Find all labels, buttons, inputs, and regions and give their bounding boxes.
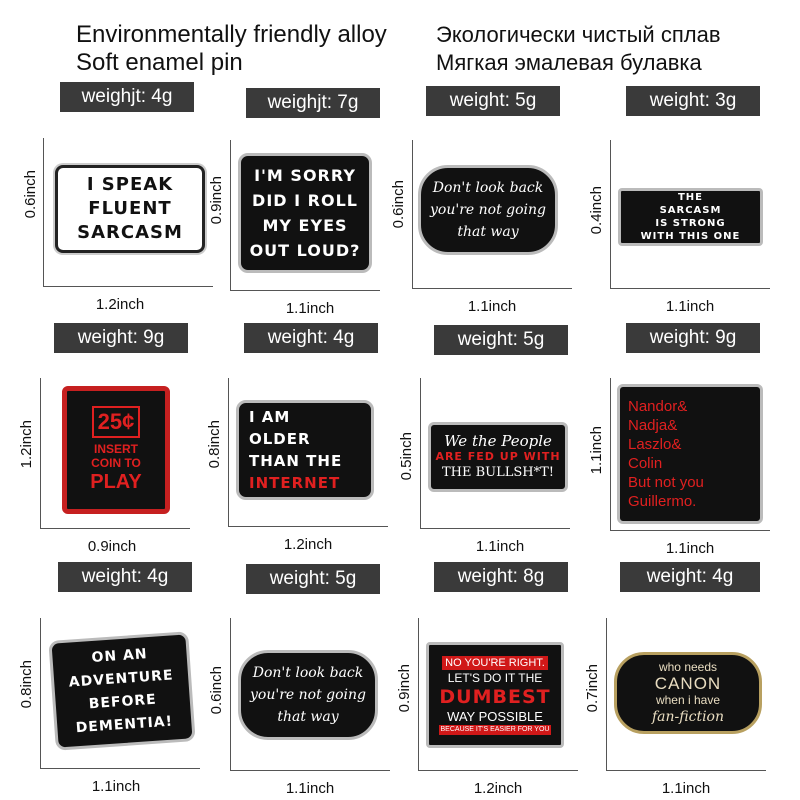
weight-badge: weight: 3g bbox=[626, 86, 760, 116]
pin-dumbest-way-possible bbox=[426, 642, 564, 748]
pin-text: OUT LOUD? bbox=[249, 241, 361, 260]
height-label: 0.6inch bbox=[208, 666, 225, 715]
pin-text: Nadja& bbox=[628, 417, 678, 434]
pin-text: SARCASM bbox=[659, 205, 722, 216]
pin-im-sorry-did-i-roll bbox=[238, 153, 372, 273]
pin-text: BECAUSE IT'S EASIER FOR YOU bbox=[440, 725, 550, 733]
height-dimension-line bbox=[230, 618, 231, 770]
pin-text: Colin bbox=[628, 455, 663, 472]
width-label: 1.1inch bbox=[475, 538, 525, 555]
header-ru-line2: Мягкая эмалевая булавка bbox=[436, 50, 702, 75]
pin-text: Don't look back bbox=[432, 180, 544, 196]
pin-text: WITH THIS ONE bbox=[640, 231, 741, 242]
pin-text: DUMBEST bbox=[439, 685, 551, 708]
pin-text: We the People bbox=[444, 432, 552, 450]
width-dimension-line bbox=[230, 770, 390, 771]
weight-badge: weight: 5g bbox=[246, 564, 380, 594]
pin-who-needs-canon bbox=[614, 652, 762, 734]
pin-dont-look-back bbox=[418, 165, 558, 255]
pin-adventure-before-dementia bbox=[48, 631, 195, 750]
pin-text: I SPEAK bbox=[86, 174, 174, 195]
pin-text: fan-fiction bbox=[651, 709, 724, 725]
pin-text: SARCASM bbox=[77, 222, 183, 243]
width-label: 1.1inch bbox=[665, 298, 715, 315]
pin-text: LET'S DO IT THE bbox=[447, 670, 543, 685]
pin-text: I'M SORRY bbox=[254, 166, 356, 185]
height-label: 0.9inch bbox=[396, 664, 413, 713]
pin-text: DID I ROLL bbox=[252, 191, 358, 210]
pin-text: when i have bbox=[655, 693, 721, 707]
pin-text: OLDER bbox=[249, 430, 311, 448]
header-en-line2: Soft enamel pin bbox=[76, 49, 243, 76]
pin-i-speak-fluent-sarcasm bbox=[55, 165, 205, 253]
pin-text: you're not going bbox=[250, 687, 366, 703]
pin-text: IS STRONG bbox=[655, 218, 726, 229]
height-label: 0.4inch bbox=[588, 186, 605, 235]
pin-text: ON AN bbox=[91, 646, 149, 667]
header-ru-line1: Экологически чистый сплав bbox=[436, 22, 721, 47]
pin-dont-look-back bbox=[238, 650, 378, 740]
weight-badge: weight: 5g bbox=[426, 86, 560, 116]
width-dimension-line bbox=[420, 528, 570, 529]
pin-text: INTERNET bbox=[249, 474, 341, 492]
pin-text: WAY POSSIBLE bbox=[447, 708, 543, 724]
height-dimension-line bbox=[610, 140, 611, 288]
pin-text: that way bbox=[457, 224, 519, 240]
pin-text: Nandor& bbox=[628, 398, 688, 415]
pin-text: MY EYES bbox=[262, 216, 348, 235]
pin-text: NO YOU'RE RIGHT. bbox=[442, 656, 548, 670]
height-dimension-line bbox=[606, 618, 607, 770]
width-dimension-line bbox=[40, 528, 190, 529]
pin-nandor-nadja-laszlo-colin bbox=[617, 384, 763, 524]
width-label: 1.1inch bbox=[285, 780, 335, 797]
height-dimension-line bbox=[40, 618, 41, 768]
pin-text: PLAY bbox=[90, 471, 142, 493]
pin-text: I AM bbox=[249, 408, 291, 426]
height-label: 0.5inch bbox=[398, 432, 415, 481]
height-label: 0.6inch bbox=[22, 170, 39, 219]
weight-badge: weight: 4g bbox=[244, 323, 378, 353]
width-label: 1.1inch bbox=[665, 540, 715, 557]
pin-text: But not you bbox=[628, 474, 704, 491]
pin-text: Laszlo& bbox=[628, 436, 682, 453]
height-label: 0.6inch bbox=[390, 180, 407, 229]
weight-badge: weighjt: 4g bbox=[60, 82, 194, 112]
weight-badge: weighjt: 7g bbox=[246, 88, 380, 118]
pin-text: who needs bbox=[658, 660, 718, 674]
height-dimension-line bbox=[412, 140, 413, 288]
width-label: 1.2inch bbox=[283, 536, 333, 553]
pin-text: FLUENT bbox=[88, 198, 172, 219]
width-label: 0.9inch bbox=[87, 538, 137, 555]
width-label: 1.2inch bbox=[473, 780, 523, 797]
height-label: 0.8inch bbox=[18, 660, 35, 709]
height-label: 0.8inch bbox=[206, 420, 223, 469]
width-label: 1.1inch bbox=[661, 780, 711, 797]
width-dimension-line bbox=[228, 526, 388, 527]
height-label: 1.2inch bbox=[18, 420, 35, 469]
pin-text: COIN TO bbox=[91, 456, 141, 470]
pin-text: THAN THE bbox=[249, 452, 343, 470]
pin-text: you're not going bbox=[430, 202, 546, 218]
pin-text: BEFORE bbox=[88, 691, 158, 713]
pin-text: CANON bbox=[654, 674, 722, 693]
pin-text: 25¢ bbox=[92, 406, 141, 438]
pin-text: Don't look back bbox=[252, 665, 364, 681]
height-label: 1.1inch bbox=[588, 426, 605, 475]
weight-badge: weight: 9g bbox=[626, 323, 760, 353]
height-dimension-line bbox=[610, 378, 611, 530]
width-label: 1.2inch bbox=[95, 296, 145, 313]
weight-badge: weight: 8g bbox=[434, 562, 568, 592]
height-label: 0.7inch bbox=[584, 664, 601, 713]
width-dimension-line bbox=[40, 768, 200, 769]
header-en-line1: Environmentally friendly alloy bbox=[76, 21, 387, 48]
width-dimension-line bbox=[230, 290, 380, 291]
height-dimension-line bbox=[43, 138, 44, 286]
height-dimension-line bbox=[420, 378, 421, 528]
height-dimension-line bbox=[418, 618, 419, 770]
pin-text: ADVENTURE bbox=[68, 667, 175, 691]
pin-text: INSERT bbox=[93, 442, 138, 456]
width-dimension-line bbox=[610, 288, 770, 289]
weight-badge: weight: 9g bbox=[54, 323, 188, 353]
pin-sarcasm-is-strong bbox=[618, 188, 763, 246]
pin-i-am-older-than-internet bbox=[236, 400, 374, 500]
height-dimension-line bbox=[40, 378, 41, 528]
pin-text: ARE FED UP WITH bbox=[435, 450, 561, 463]
pin-text: THE BULLSH*T! bbox=[441, 465, 555, 480]
width-label: 1.1inch bbox=[467, 298, 517, 315]
height-dimension-line bbox=[230, 140, 231, 290]
pin-text: that way bbox=[277, 709, 339, 725]
width-label: 1.1inch bbox=[91, 778, 141, 795]
pin-text: DEMENTIA! bbox=[75, 713, 174, 737]
weight-badge: weight: 4g bbox=[620, 562, 760, 592]
width-dimension-line bbox=[43, 286, 213, 287]
pin-text: THE bbox=[677, 192, 704, 203]
width-dimension-line bbox=[606, 770, 766, 771]
width-dimension-line bbox=[412, 288, 572, 289]
pin-text: Guillermo. bbox=[628, 493, 697, 510]
weight-badge: weight: 5g bbox=[434, 325, 568, 355]
weight-badge: weight: 4g bbox=[58, 562, 192, 592]
height-dimension-line bbox=[228, 378, 229, 526]
pin-insert-coin-to-play bbox=[62, 386, 170, 514]
width-dimension-line bbox=[610, 530, 770, 531]
width-dimension-line bbox=[418, 770, 578, 771]
height-label: 0.9inch bbox=[208, 176, 225, 225]
pin-we-the-people bbox=[428, 422, 568, 492]
width-label: 1.1inch bbox=[285, 300, 335, 317]
